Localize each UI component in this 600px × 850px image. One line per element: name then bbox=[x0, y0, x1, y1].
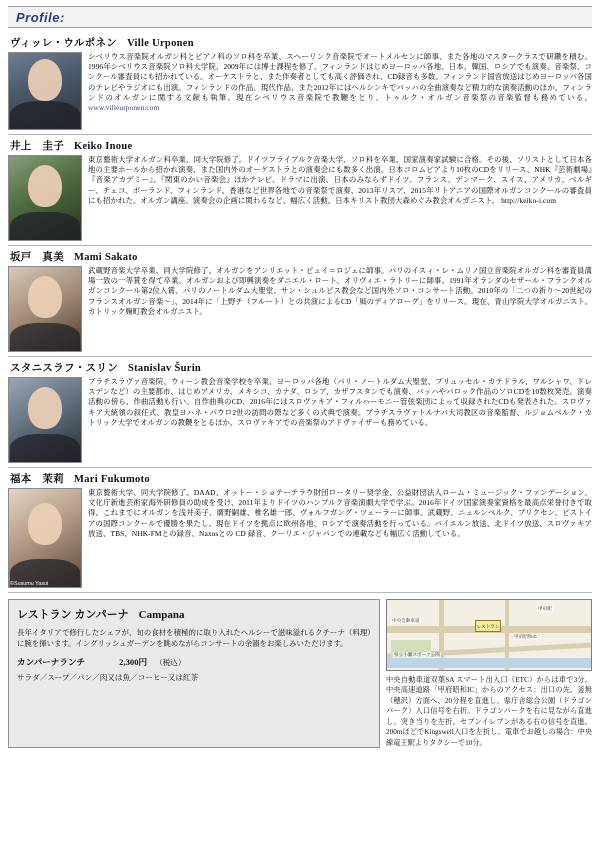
restaurant-title bbox=[17, 606, 371, 622]
profile-entry bbox=[8, 468, 592, 593]
restaurant-panel bbox=[8, 599, 380, 748]
profile-name bbox=[10, 249, 592, 264]
profile-entry bbox=[8, 246, 592, 357]
access-map[interactable] bbox=[386, 599, 592, 671]
profile-name-ja: ヴィッレ・ウルポネン bbox=[10, 38, 118, 49]
bottom-section bbox=[8, 599, 592, 748]
map-marker[interactable]: レストラン bbox=[475, 620, 501, 632]
profile-url[interactable]: www.villeurponen.com bbox=[88, 103, 160, 113]
profile-name-latin: Mari Fukumoto bbox=[74, 474, 150, 485]
profile-name-ja: 坂戸 真美 bbox=[10, 252, 64, 263]
map-label-road2: 甲府昭和IC bbox=[514, 634, 537, 639]
profile-name-latin: Ville Urponen bbox=[127, 38, 194, 49]
profile-bio: 東京藝術大学オルガン科卒業、同大学院修了。ドイツフライブルク音楽大学、ソロ科を卒業、国家演奏家試験に合格。その後、ソリストとして日本各地の主要ホールから招かれ演奏、また国内外のオーケストラとの演奏会にも数多く出演。日本コロムビアより10枚のCDをリリース、NHK『芸術劇場』『音楽アカデミー』、『関東のかい音楽会』ほかテレビ、ドラマに出演、日本のみならずドイツ、フランス、デンマーク、スイス、アメリカ、ベルギー、チェコ、ポーランド、フィンランド、香港など世界各地での音楽祭で演奏、2013年リスア、2015年リトアニアの国際オルガンコンクールの審査員にも招かれた。オルガン講座、演奏会の企画に関わるなど、幅広く活動。日本キリスト教団大森めぐみ教会オルガニスト。 http://keiko-i.com bbox=[88, 155, 592, 205]
profile-name-ja: 福本 茉莉 bbox=[10, 474, 64, 485]
portrait-face bbox=[28, 276, 62, 318]
profile-portrait bbox=[8, 52, 82, 130]
profile-entry bbox=[8, 32, 592, 135]
photo-credit: ©Susumu Yasui bbox=[10, 581, 49, 587]
restaurant-price-label: カンパーナランチ bbox=[17, 657, 86, 668]
profile-name bbox=[10, 471, 592, 486]
profile-bio: ブラチスラヴァ音楽院、ウィーン教会音楽学校を卒業、ヨーロッパ各地（パリ・ノートルダム大聖堂、ブリュッセル・カテドラル、ワルシャワ、ドレスデンなど）の主要都市、はじめアメリカ、メキシコ、カナダ、ロシア、カザフスタンでも演奏、バッハやバロック作品のソロCDを10数枚発売。演奏活動の傍ら、作曲活動も行い、自作曲典のCD、2016年にはスロヴァキア・フィルハーモニー管弦楽団によって収録されたCDも発表された。スロヴァキア大統領の叙任式、教皇ヨハネ・パウロ2世の訪問の際など多くの式典で演奏。ブラチスラヴァトルナバ大司教区の音楽監督、ルジョムベルク・カトリック大学でオルガンの教鞭をとるほか、スロヴァキアでの音楽祭のアドヴァイザーも務めている。 bbox=[88, 377, 592, 427]
profile-entry bbox=[8, 135, 592, 246]
portrait-shoulders bbox=[10, 323, 80, 352]
profile-name-latin: Stanislav Šurin bbox=[128, 363, 202, 374]
map-label-station: 甲府駅 bbox=[538, 606, 552, 611]
profile-entry bbox=[8, 357, 592, 468]
profile-bio: 東京藝術大学、同大学院修了。DAAD、オットー・ショテーテラウ財団ロータリー奨学金、公益財団法人ローム・ミュージック・ファンデーション、文化庁新進芸術家海外研修員の助成を受け、2011年よりドイツのハンブルク音楽演劇大学で学ぶ。2016年ドイツ国家演奏家資格を最高点栄誉付きで取得。これまでにオルガンを浅井美子、廣野嗣雄、椎名雄一郎、ヴォルフガング・ツェーラーに師事。武蔵野、ニュルンベルク、ブリクセン、ピストイアの国際コンクールで優勝を果たし、現在ドイツを拠点に欧州各地、ロシアで演奏活動を行っている。バイエルン放送、北ドイツ放送、スロヴァキア放送、TBS、NHK-FMとの録音、Naxosとの CD 録音、クーリエ・ジャパンでの連載なども幅広く活動している。 bbox=[88, 488, 592, 538]
profile-name bbox=[10, 35, 592, 50]
restaurant-description: 長年イタリアで修行したシェフが、旬の食材を積極的に取り入れたヘルシーで滋味溢れるクチーナ（料理）に腕を揮います。イングリッシュガーデンを眺めながらコンサートの余韻をお楽しみいただけます。 bbox=[17, 628, 371, 649]
profile-bio bbox=[88, 52, 592, 113]
profile-portrait bbox=[8, 155, 82, 241]
profile-name-ja: スタニスラフ・スリン bbox=[10, 363, 118, 374]
profile-portrait bbox=[8, 266, 82, 352]
portrait-face bbox=[28, 503, 62, 545]
portrait-shoulders bbox=[10, 434, 80, 463]
page-header bbox=[8, 6, 592, 28]
profile-name-latin: Mami Sakato bbox=[74, 252, 138, 263]
profile-name bbox=[10, 360, 592, 375]
access-panel bbox=[386, 599, 592, 748]
restaurant-title-latin: Campana bbox=[138, 609, 185, 621]
profile-name-ja: 井上 圭子 bbox=[10, 141, 64, 152]
restaurant-title-ja: レストラン カンパーナ bbox=[17, 609, 129, 621]
access-description: 中央自動車道双葉SA スマート出入口（ETC）からは車で3分。中央高速道路「甲府昭和IC」からのアクセス：出口の先、釜無（穂沢）方面へ、20分程を直進し、県庁舎総合公園（ドラゴンパーク）入口信号を右折。ドラゴンパークを右に見ながら直進し、突き当りを左折。セブンイレブンがある右の信号を直進。200mほどでKingswell入口を左折し、電車でお越しの場合：中央線竜王駅よりタクシーで10分。 bbox=[386, 676, 592, 747]
map-label-area: 県立小瀬スポーツ公園 bbox=[394, 652, 440, 657]
restaurant-course-detail: サラダ／スープ／パン／肉又は魚／コーヒー又は紅茶 bbox=[17, 673, 199, 683]
profile-portrait bbox=[8, 377, 82, 463]
restaurant-price-tax: （税込） bbox=[155, 658, 186, 668]
profile-name-latin: Keiko Inoue bbox=[74, 141, 133, 152]
profile-bio-text: シベリウス音楽院オルガン科とピアノ科のソロ科を卒業、スヘーリンク音楽院でオートメルセンに師事、また各地のマスタークラスで研鑽を積む。1996年シベリウス音楽院ソロ科大学院、2009年には博士課程を修了。フィンランドはじめヨーロッパ各地、日本、韓国、ロシアでも演奏、音楽祭、コンクール審査員にも招かれている。オーケストラと、また伴奏者としても高く評価され、CD録音も多数。フィンランド国営放送はじめヨーロッパ各国のテレビやラジオにも出演。フィンランドの作品、現代作品、また2012年にはヘルシンキでバッハの全曲演奏など精力的な演奏活動のほか、フィンランドのオルガンに関する文献も執筆。現在シベリウス音楽院で教鞭をとり、トゥルク・オルガン音楽祭の音楽監督も務めている。 bbox=[88, 52, 592, 102]
portrait-face bbox=[28, 387, 62, 429]
portrait-shoulders bbox=[10, 101, 80, 130]
page-title: Profile: bbox=[16, 9, 65, 25]
portrait-face bbox=[28, 59, 62, 101]
restaurant-price-row bbox=[17, 656, 371, 668]
portrait-shoulders bbox=[10, 212, 80, 241]
profile-name bbox=[10, 138, 592, 153]
map-river bbox=[387, 658, 591, 668]
profile-bio: 武蔵野音楽大学卒業、同大学院修了。オルガンをアンリエット・ピュイ＝ロジェに師事。パリのイスィ・レ・ムリノ国立音楽院オルガン科を審査員満場一致の一等賞を得て卒業。オルガンおよび即興演奏をダニエル・ロート、オリヴィエ・ラトリーに師事。1991年オランダのセザール・フランクオルガンコンクール第2位入賞、パリのノートルダム大聖堂、サン・シュルピス教会など国内外ソロ・コンサート活動。2010年の「二つの祈り〜20世紀のフランスオルガン音楽〜」、2014年に「上野チ（フルート）との共演によるCD「風のディアローグ」をリリース。現在、青山学院大学オルガニスト。カトリック麹町教会オルガニスト。 bbox=[88, 266, 592, 316]
profile-portrait bbox=[8, 488, 82, 588]
portrait-face bbox=[28, 165, 62, 207]
restaurant-price-amount: 2,300円 bbox=[119, 657, 148, 668]
map-label-road1: 中央自動車道 bbox=[392, 618, 420, 623]
